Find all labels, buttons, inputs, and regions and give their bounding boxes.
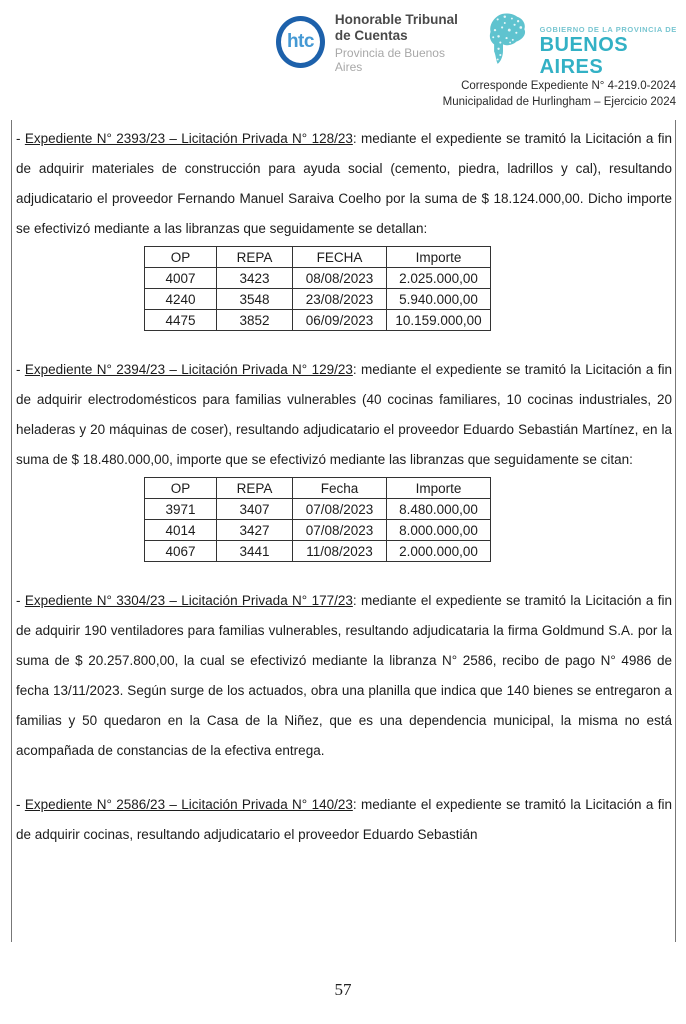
table-header-row bbox=[145, 478, 491, 499]
table-header-cell: Fecha bbox=[293, 478, 387, 499]
table-cell: 3971 bbox=[145, 499, 217, 520]
table-cell: 3852 bbox=[217, 310, 293, 331]
heading-dash: - bbox=[16, 131, 25, 146]
ba-government-logo bbox=[487, 10, 686, 78]
table-row bbox=[145, 499, 491, 520]
paragraph-text: : mediante el expediente se tramitó la Licitación a fin de adquirir cocinas, resultando adjudicatario el proveedor Eduardo Sebastián bbox=[16, 797, 672, 842]
table-row bbox=[145, 541, 491, 562]
table-cell: 2.025.000,00 bbox=[387, 268, 491, 289]
table-cell: 06/09/2023 bbox=[293, 310, 387, 331]
expediente-heading: Expediente N° 2394/23 – Licitación Privada N° 129/23 bbox=[24, 362, 353, 377]
libranzas-table-wrap bbox=[144, 246, 672, 331]
table-cell: 3423 bbox=[217, 268, 293, 289]
table-cell: 4475 bbox=[145, 310, 217, 331]
page-number: 57 bbox=[334, 980, 352, 999]
htc-logo-abbr: htc bbox=[286, 31, 314, 52]
paragraph-text: : mediante el expediente se tramitó la Licitación a fin de adquirir 190 ventiladores para familias vulnerables, resultando adjudicataria la firma Goldmund S.A. por la suma de $ 20.257.800,00, la cual se efectivizó mediante la libranza N° 2586, recibo de pago N° 4986 de fecha 13/11/2023. Según surge de los actuados, obra una planilla que indica que 140 bienes se entregaron a familias y 50 quedaron en la Casa de la Niñez, que es una dependencia municipal, la misma no está acompañada de constancias de la efectiva entrega. bbox=[16, 593, 672, 758]
document-body bbox=[11, 120, 676, 942]
reference-line-2: Municipalidad de Hurlingham – Ejercicio 2024 bbox=[442, 95, 676, 108]
expediente-heading: Expediente N° 3304/23 – Licitación Privada N° 177/23 bbox=[24, 593, 353, 608]
table-header-cell: OP bbox=[145, 247, 217, 268]
expediente-paragraph bbox=[16, 355, 672, 475]
htc-logo-icon bbox=[276, 16, 325, 68]
paragraph-text: : mediante el expediente se tramitó la Licitación a fin de adquirir materiales de construcción para ayuda social (cemento, piedra, ladrillos y cal), resultando adjudicatario el proveedor Fernando Manuel Saraiva Coelho por la suma de $ 18.124.000,00. Dicho importe se efectivizó mediante a las libranzas que seguidamente se detallan: bbox=[16, 131, 672, 236]
table-header-cell: FECHA bbox=[293, 247, 387, 268]
heading-dash: - bbox=[16, 593, 25, 608]
table-cell: 4007 bbox=[145, 268, 217, 289]
table-row bbox=[145, 310, 491, 331]
expediente-heading: Expediente N° 2586/23 – Licitación Privada N° 140/23 bbox=[24, 797, 353, 812]
ba-logo-text bbox=[540, 10, 686, 78]
reference-line-1: Corresponde Expediente N° 4-219.0-2024 bbox=[461, 80, 676, 92]
expediente-section-2586 bbox=[16, 790, 672, 850]
page-header bbox=[276, 10, 686, 78]
table-cell: 2.000.000,00 bbox=[387, 541, 491, 562]
expediente-heading: Expediente N° 2393/23 – Licitación Privada N° 128/23 bbox=[24, 131, 353, 146]
htc-title-line2: de Cuentas bbox=[334, 28, 408, 43]
table-header-cell: REPA bbox=[217, 478, 293, 499]
table-cell: 08/08/2023 bbox=[293, 268, 387, 289]
expediente-section-3304 bbox=[16, 586, 672, 766]
table-cell: 11/08/2023 bbox=[293, 541, 387, 562]
table-cell: 4240 bbox=[145, 289, 217, 310]
heading-dash: - bbox=[16, 797, 25, 812]
expediente-paragraph bbox=[16, 586, 672, 766]
table-cell: 23/08/2023 bbox=[293, 289, 387, 310]
table-cell: 3441 bbox=[217, 541, 293, 562]
expediente-reference bbox=[443, 79, 676, 110]
htc-title-line1: Honorable Tribunal bbox=[334, 12, 458, 27]
table-cell: 5.940.000,00 bbox=[387, 289, 491, 310]
expediente-section-2393 bbox=[16, 124, 672, 331]
heading-dash: - bbox=[16, 362, 25, 377]
table-header-cell: Importe bbox=[387, 247, 491, 268]
buenos-aires-map-icon bbox=[487, 10, 528, 68]
table-cell: 3407 bbox=[217, 499, 293, 520]
table-cell: 07/08/2023 bbox=[293, 520, 387, 541]
table-header-row bbox=[145, 247, 491, 268]
table-cell: 3427 bbox=[217, 520, 293, 541]
table-cell: 8.480.000,00 bbox=[387, 499, 491, 520]
table-header-cell: OP bbox=[145, 478, 217, 499]
table-cell: 8.000.000,00 bbox=[387, 520, 491, 541]
table-header-cell: Importe bbox=[387, 478, 491, 499]
htc-logo-text bbox=[335, 10, 465, 74]
table-row bbox=[145, 520, 491, 541]
htc-subtitle: Provincia de Buenos Aires bbox=[334, 46, 445, 74]
libranzas-table bbox=[144, 246, 491, 331]
table-cell: 07/08/2023 bbox=[293, 499, 387, 520]
ba-logo-caption: GOBIERNO DE LA PROVINCIA DE bbox=[539, 25, 677, 34]
expediente-section-2394 bbox=[16, 355, 672, 562]
libranzas-table bbox=[144, 477, 491, 562]
table-cell: 10.159.000,00 bbox=[387, 310, 491, 331]
table-header-cell: REPA bbox=[217, 247, 293, 268]
table-row bbox=[145, 268, 491, 289]
table-cell: 4067 bbox=[145, 541, 217, 562]
expediente-paragraph bbox=[16, 124, 672, 244]
paragraph-text: : mediante el expediente se tramitó la Licitación a fin de adquirir electrodomésticos para familias vulnerables (40 cocinas familiares, 10 cocinas industriales, 20 heladeras y 20 máquinas de coser), resultando adjudicatario el proveedor Eduardo Sebastián Martínez, en la suma de $ 18.480.000,00, importe que se efectivizó mediante las libranzas que seguidamente se citan: bbox=[16, 362, 672, 467]
libranzas-table-wrap bbox=[144, 477, 672, 562]
expediente-paragraph bbox=[16, 790, 672, 850]
ba-logo-name: BUENOS AIRES bbox=[539, 34, 629, 78]
htc-logo bbox=[276, 10, 465, 74]
table-row bbox=[145, 289, 491, 310]
table-cell: 3548 bbox=[217, 289, 293, 310]
table-cell: 4014 bbox=[145, 520, 217, 541]
